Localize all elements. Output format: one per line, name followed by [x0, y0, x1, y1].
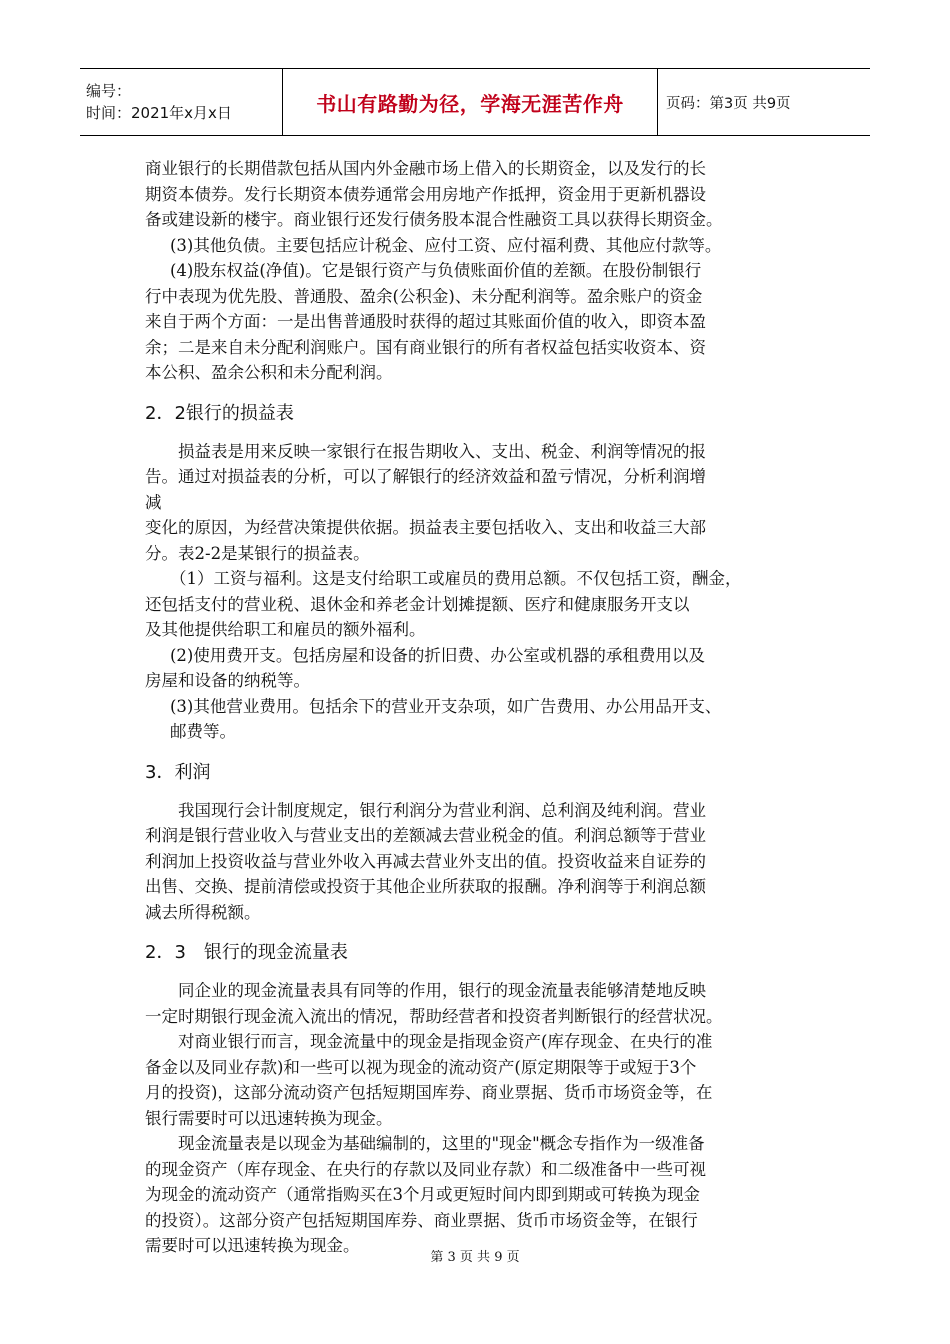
- section-heading-income-statement: 2．2银行的损益表: [145, 402, 294, 424]
- text-line: 行中表现为优先股、普通股、盈余(公积金)、未分配利润等。盈余账户的资金: [145, 286, 703, 306]
- text-line: 损益表是用来反映一家银行在报告期收入、支出、税金、利润等情况的报: [178, 441, 706, 461]
- text-line: 一定时期银行现金流入流出的情况，帮助经营者和投资者判断银行的经营状况。: [145, 1006, 723, 1026]
- text-line: (4)股东权益(净值)。它是银行资产与负债账面价值的差额。在股份制银行: [170, 261, 702, 280]
- page-footer: [0, 1246, 950, 1265]
- text-line: 的投资）。这部分资产包括短期国库券、商业票据、货币市场资金等，在银行: [145, 1210, 698, 1230]
- text-line: 备金以及同业存款)和一些可以视为现金的流动资产(原定期限等于或短于3个: [145, 1057, 697, 1077]
- text-line: (2)使用费开支。包括房屋和设备的折旧费、办公室或机器的承租费用以及: [170, 645, 705, 665]
- text-line: 分。表2-2是某银行的损益表。: [145, 543, 370, 563]
- section-heading-cash-flow: 2．3 银行的现金流量表: [145, 942, 348, 963]
- text-line: 利润加上投资收益与营业外收入再减去营业外支出的值。投资收益来自证券的: [145, 851, 706, 871]
- document-time-label: 时间：2021年x月x日: [86, 104, 232, 122]
- text-line: 对商业银行而言，现金流量中的现金是指现金资产(库存现金、在央行的准: [178, 1032, 713, 1051]
- motto-text: 书山有路勤为径，学海无涯苦作舟: [316, 91, 624, 116]
- footer-page-number: 第 3 页 共 9 页: [430, 1250, 520, 1265]
- text-line: 房屋和设备的纳税等。: [145, 671, 310, 690]
- text-line: 月的投资)，这部分流动资产包括短期国库券、商业票据、货币市场资金等，在: [145, 1083, 713, 1102]
- paragraph-income-statement: [145, 439, 817, 567]
- page-header: [80, 68, 870, 136]
- paragraph-cash-basis: [145, 1131, 817, 1259]
- paragraph-other-liabilities: (3)其他负债。主要包括应计税金、应付工资、应付福利费、其他应付款等。: [170, 235, 722, 255]
- text-line: 本公积、盈余公积和未分配利润。: [145, 363, 393, 382]
- text-line: 备或建设新的楼宇。商业银行还发行债务股本混合性融资工具以获得长期资金。: [145, 210, 723, 229]
- text-line: 及其他提供给职工和雇员的额外福利。: [145, 620, 426, 639]
- text-line: 现金流量表是以现金为基础编制的，这里的"现金"概念专指作为一级准备: [178, 1134, 705, 1153]
- paragraph-shareholder-equity: [145, 258, 817, 386]
- text-line: 银行需要时可以迅速转换为现金。: [145, 1108, 393, 1128]
- text-line: 邮费等。: [170, 722, 236, 741]
- text-line: 我国现行会计制度规定，银行利润分为营业利润、总利润及纯利润。营业: [178, 800, 706, 820]
- page-code-text: 页码：第3页 共9页: [666, 95, 791, 112]
- text-line: 期资本债券。发行长期资本债券通常会用房地产作抵押，资金用于更新机器设: [145, 184, 706, 204]
- paragraph-cash-definition: [145, 1029, 817, 1131]
- text-line: 为现金的流动资产（通常指购买在3个月或更短时间内即到期或可转换为现金: [145, 1185, 700, 1204]
- header-page-code: [658, 69, 870, 135]
- paragraph-cash-flow-role: [145, 978, 817, 1029]
- paragraph-profit: [145, 798, 817, 926]
- text-line: 的现金资产（库存现金、在央行的存款以及同业存款）和二级准备中一些可视: [145, 1159, 706, 1179]
- list-item-wages: [145, 566, 817, 643]
- text-line: 来自于两个方面：一是出售普通股时获得的超过其账面价值的收入，即资本盈: [145, 312, 706, 331]
- text-line: (3)其他营业费用。包括余下的营业开支杂项，如广告费用、办公用品开支、: [170, 696, 722, 716]
- text-line: 告。通过对损益表的分析，可以了解银行的经济效益和盈亏情况，分析利润增: [145, 467, 706, 486]
- text-line: 变化的原因，为经营决策提供依据。损益表主要包括收入、支出和收益三大部: [145, 518, 706, 537]
- list-item-other-operating-expenses: [145, 694, 817, 745]
- text-line: 出售、交换、提前清偿或投资于其他企业所获取的报酬。净利润等于利润总额: [145, 877, 706, 896]
- header-meta: [80, 69, 283, 135]
- text-line: 商业银行的长期借款包括从国内外金融市场上借入的长期资金，以及发行的长: [145, 159, 706, 178]
- header-motto: [283, 69, 658, 135]
- text-line: 还包括支付的营业税、退休金和养老金计划摊提额、医疗和健康服务开支以: [145, 594, 690, 614]
- text-line: （1）工资与福利。这是支付给职工或雇员的费用总额。不仅包括工资，酬金，: [170, 569, 742, 588]
- text-line: 利润是银行营业收入与营业支出的差额减去营业税金的值。利润总额等于营业: [145, 826, 706, 845]
- text-line: 同企业的现金流量表具有同等的作用，银行的现金流量表能够清楚地反映: [178, 981, 706, 1000]
- text-line: 减: [145, 492, 162, 512]
- list-item-usage-fees: [145, 643, 817, 694]
- document-body: [145, 156, 817, 1259]
- text-line: 余；二是来自未分配利润账户。国有商业银行的所有者权益包括实收资本、资: [145, 337, 706, 357]
- text-line: 减去所得税额。: [145, 902, 261, 922]
- document-number-label: 编号：: [86, 82, 132, 100]
- text-line: 需要时可以迅速转换为现金。: [145, 1236, 360, 1255]
- paragraph-long-term-borrowing: [145, 156, 817, 233]
- section-heading-profit: 3．利润: [145, 761, 211, 783]
